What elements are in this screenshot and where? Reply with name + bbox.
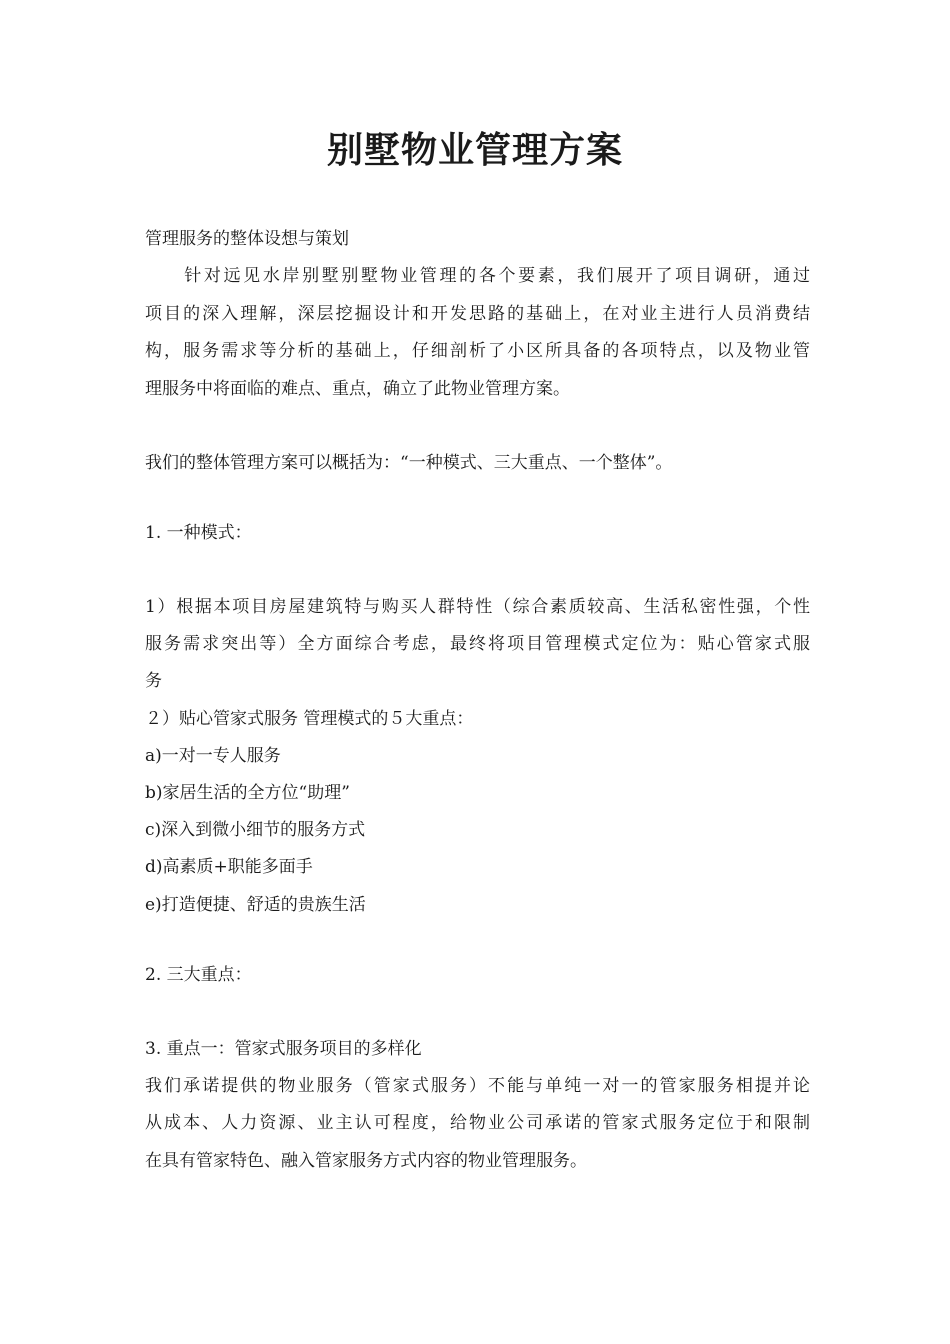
paragraph-summary: 我们的整体管理方案可以概括为：“一种模式、三大重点、一个整体”。 <box>145 453 673 473</box>
heading-one-mode: 1. 一种模式： <box>145 523 252 543</box>
document-title: 别墅物业管理方案 <box>326 129 623 171</box>
list-item-e: e)打造便捷、舒适的贵族生活 <box>145 895 366 915</box>
heading-three-focus: 2. 三大重点： <box>145 965 252 985</box>
paragraph-focus-one-line-2: 从成本、人力资源、业主认可程度，给物业公司承诺的管家式服务定位于和限制 <box>145 1113 810 1133</box>
list-item-c: c)深入到微小细节的服务方式 <box>145 820 366 840</box>
section-heading-overall-plan: 管理服务的整体设想与策划 <box>145 229 349 249</box>
paragraph-intro-line-2: 项目的深入理解，深层挖掘设计和开发思路的基础上，在对业主进行人员消费结 <box>145 304 810 324</box>
paragraph-intro-line-4: 理服务中将面临的难点、重点，确立了此物业管理方案。 <box>145 379 570 399</box>
list-item-d: d)高素质+职能多面手 <box>145 857 313 877</box>
item-1-line-3: 务 <box>145 671 162 691</box>
list-item-b: b)家居生活的全方位“助理” <box>145 783 350 803</box>
item-1-line-1: 1）根据本项目房屋建筑特与购买人群特性（综合素质较高、生活私密性强，个性 <box>145 597 810 617</box>
paragraph-intro-line-1: 针对远见水岸别墅别墅物业管理的各个要素，我们展开了项目调研，通过 <box>145 266 810 286</box>
paragraph-focus-one-line-3: 在具有管家特色、融入管家服务方式内容的物业管理服务。 <box>145 1151 587 1171</box>
paragraph-intro-line-3: 构，服务需求等分析的基础上，仔细剖析了小区所具备的各项特点，以及物业管 <box>145 341 810 361</box>
paragraph-focus-one-line-1: 我们承诺提供的物业服务（管家式服务）不能与单纯一对一的管家服务相提并论 <box>145 1076 810 1096</box>
item-2-heading: ２）贴心管家式服务 管理模式的５大重点： <box>145 709 474 729</box>
heading-focus-one: 3. 重点一：管家式服务项目的多样化 <box>145 1039 422 1059</box>
item-1-line-2: 服务需求突出等）全方面综合考虑，最终将项目管理模式定位为：贴心管家式服 <box>145 634 810 654</box>
list-item-a: a)一对一专人服务 <box>145 746 281 766</box>
